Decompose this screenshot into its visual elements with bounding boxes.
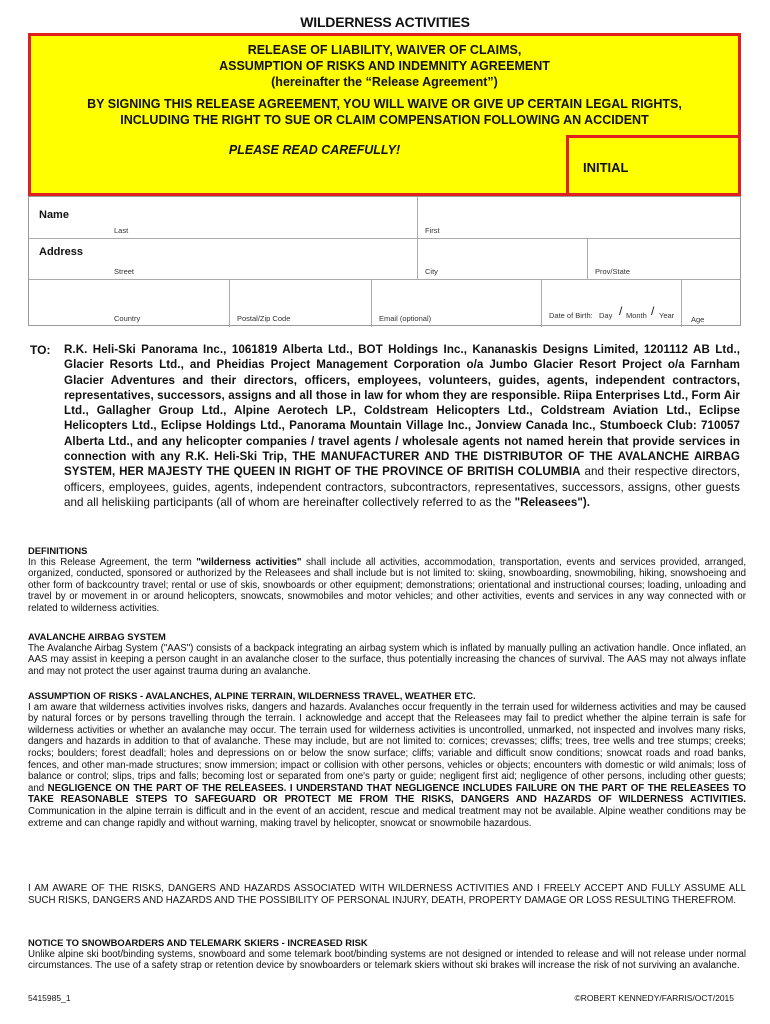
dob-day-field[interactable]: Day	[599, 311, 613, 320]
country-field[interactable]: Country	[114, 314, 141, 323]
banner-warning-1: BY SIGNING THIS RELEASE AGREEMENT, YOU WILL WAIVE OR GIVE UP CERTAIN LEGAL RIGHTS,	[87, 97, 682, 111]
airbag-heading: AVALANCHE AIRBAG SYSTEM	[28, 631, 166, 642]
initial-box[interactable]	[566, 135, 741, 196]
copyright-notice: ©ROBERT KENNEDY/FARRIS/OCT/2015	[574, 993, 734, 1003]
banner-line-3: (hereinafter the “Release Agreement”)	[271, 75, 498, 89]
definitions-text-a: In this Release Agreement, the term	[28, 556, 197, 568]
aware-section	[28, 883, 746, 906]
aware-text: I AM AWARE OF THE RISKS, DANGERS AND HAZARDS ASSOCIATED WITH WILDERNESS ACTIVITIES AND I FREELY ACCEPT AND FULLY ASSUME ALL SUCH RISKS, DANGERS AND HAZARDS AND THE POSSIBILITY OF PERSONAL INJURY, DEATH, PROPERTY DAMAGE OR LOSS RESULTING THEREFROM.	[28, 883, 746, 906]
definitions-heading: DEFINITIONS	[28, 545, 88, 556]
city-field[interactable]: City	[425, 267, 438, 276]
notice-text: Unlike alpine ski boot/binding systems, snowboard and some telemark boot/binding systems are not designed or intended to release and will not release under normal circumstances. The use of a safety strap or retention device by snowboarders or telemark skiers without ski brakes will increase the risk of not surviving an avalanche.	[28, 948, 746, 972]
release-banner	[28, 33, 741, 196]
airbag-section	[28, 631, 746, 677]
page-title: WILDERNESS ACTIVITIES	[300, 14, 470, 30]
dob-slash-2: /	[651, 304, 655, 318]
dob-month-field[interactable]: Month	[626, 311, 647, 320]
prov-state-field[interactable]: Prov/State	[595, 267, 631, 276]
releasees-term: "Releasees").	[514, 495, 591, 509]
email-field[interactable]: Email (optional)	[379, 314, 432, 323]
dob-year-field[interactable]: Year	[659, 311, 675, 320]
please-read-notice: PLEASE READ CAREFULLY!	[228, 143, 401, 157]
definitions-text-b: shall include all activities, accommodation, transportation, events and services provided, arranged, organized, conducted, sponsored or authorized by the Releasees and shall include but is not limited to: skiing, snowboarding, snowmobiling, hiking, snowshoeing and other form of backcountry travel; rental or use of skis, snowboards or other equipment; demonstrations; orientational and instructional courses; loading, unloading and travel by or movement in or around helicopters, snowcats, snowmobiles and motor vehicles; and other activities, events and services in any way connected with or related to wilderness activities.	[28, 556, 747, 614]
releasees-tail: and their respective directors, officers, employees, guides, agents, independent contractors, subcontractors, representatives, successors, assigns, other guests and all heliskiing participants (all of whom are hereinafter collectively referred to as the	[64, 465, 740, 509]
last-name-field[interactable]: Last	[114, 226, 129, 235]
risks-section	[28, 690, 746, 829]
banner-line-1: RELEASE OF LIABILITY, WAIVER OF CLAIMS,	[247, 43, 522, 57]
street-field[interactable]: Street	[114, 267, 135, 276]
document-number: 5415985_1	[28, 993, 71, 1003]
participant-form	[28, 196, 741, 326]
first-name-field[interactable]: First	[425, 226, 440, 235]
definitions-term: "wilderness activities"	[196, 556, 302, 568]
address-label: Address	[39, 246, 84, 258]
risks-text-c: Communication in the alpine terrain is difficult and in the event of an accident, rescue and medical treatment may not be available. Alpine weather conditions may be extreme and can change rapidly and without warning, making travel by helicopter, snowcat or snowmobile hazardous.	[28, 805, 746, 829]
airbag-text: The Avalanche Airbag System ("AAS") consists of a backpack integrating an airbag system which is inflated by manually pulling an activation handle. Once inflated, an AAS may assist in keeping a person caught in an avalanche closer to the surface, thus potentially increasing the chances of survival. The AAS may not always inflate and may not protect the user against trauma during an avalanche.	[28, 642, 746, 677]
to-label: TO:	[30, 343, 51, 357]
dob-label: Date of Birth:	[549, 311, 593, 320]
initial-label: INITIAL	[583, 160, 629, 175]
releasees-paragraph	[64, 342, 740, 510]
postal-code-field[interactable]: Postal/Zip Code	[237, 314, 291, 323]
risks-text	[28, 702, 746, 830]
releasees-list: R.K. Heli-Ski Panorama Inc., 1061819 Alberta Ltd., BOT Holdings Inc., Kananaskis Designs Limited, 1201112 AB Ltd., Glacier Resorts Ltd., and Pheidias Project Management Corporation o/a Jumbo Glacier Resort Project o/a Farnham Glacier Adventures and their directors, officers, employees, volunteers, guides, agents, independent contractors, representatives, successors, assigns and all those in law for whom they are responsible. Riipa Enterprises Ltd., Form Air Ltd., Gallagher Group Ltd., Alpine Aerotech LP., Coldstream Helicopters Ltd., Coldstream Aviation Ltd., Eclipse Helicopters Ltd., Eclipse Holdings Ltd., Panorama Mountain Village Inc., Jonview Canada Inc., Stumboeck Club: 710057 Alberta Ltd., and any helicopter companies / travel agents / wholesale agents not named herein that provide services in connection with any R.K. Heli-Ski Trip, THE MANUFACTURER AND THE DISTRIBUTOR OF THE AVALANCHE AIRBAG SYSTEM, HER MAJESTY THE QUEEN IN RIGHT OF THE PROVINCE OF BRITISH COLUMBIA	[64, 343, 740, 479]
definitions-text	[28, 557, 746, 615]
name-label: Name	[39, 209, 69, 221]
risks-heading: ASSUMPTION OF RISKS - AVALANCHES, ALPINE TERRAIN, WILDERNESS TRAVEL, WEATHER ETC.	[28, 690, 476, 701]
notice-section	[28, 937, 746, 972]
dob-slash-1: /	[619, 304, 623, 318]
notice-heading: NOTICE TO SNOWBOARDERS AND TELEMARK SKIERS - INCREASED RISK	[28, 937, 368, 948]
definitions-section	[28, 545, 746, 615]
age-field[interactable]: Age	[691, 315, 705, 324]
banner-line-2: ASSUMPTION OF RISKS AND INDEMNITY AGREEMENT	[219, 59, 550, 73]
risks-negligence: NEGLIGENCE ON THE PART OF THE RELEASEES. I UNDERSTAND THAT NEGLIGENCE INCLUDES FAILURE ON THE PART OF THE RELEASEES TO TAKE REASONABLE STEPS TO SAFEGUARD OR PROTECT ME FROM THE RISKS, DANGERS AND HAZARDS OF WILDERNESS ACTIVITIES.	[28, 782, 746, 806]
banner-warning-2: INCLUDING THE RIGHT TO SUE OR CLAIM COMPENSATION FOLLOWING AN ACCIDENT	[120, 113, 649, 127]
risks-text-a: I am aware that wilderness activities involves risks, dangers and hazards. Avalanches occur frequently in the terrain used for wilderness activities and may be caused by natural forces or by persons travelling through the terrain. I acknowledge and accept that the Releasees may fail to predict whether the alpine terrain is safe for wilderness activities or whether an avalanche may occur. The terrain used for wilderness activities is uncontrolled, unmarked, not inspected and involves many risks, dangers and hazards in addition to that of avalanche. These may include, but are not limited to: cornices; crevasses; cliffs; trees, tree wells and tree stumps; creeks; rocks; boulders; forest deadfall; holes and depressions on or below the snow surface; cliffs; variable and difficult snow conditions; snowcat roads and road banks, fences, and other man-made structures; snow immersion; impact or collision with other persons, vehicles or objects; encounters with domestic or wild animals; loss of balance or control; slips, trips and falls; becoming lost or separated from one's party or guide; negligent first aid; negligence of other persons, including other guests; and	[28, 701, 746, 794]
